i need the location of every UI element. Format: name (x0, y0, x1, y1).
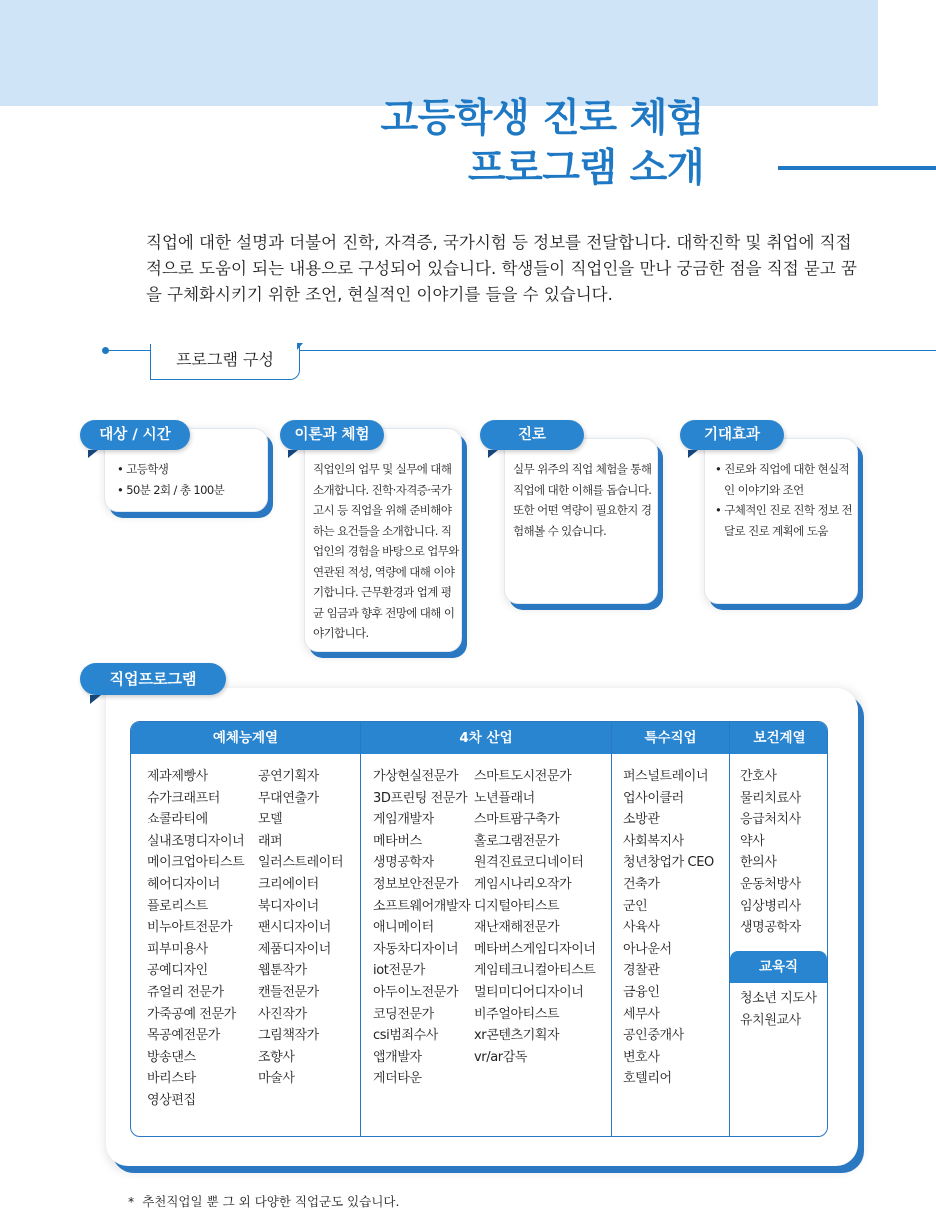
job-item: iot전문가 (373, 963, 425, 979)
job-item: 공연기획자 (258, 769, 319, 784)
job-item: 3D프린팅 전문가 (373, 790, 468, 806)
job-item: 스마트팜구축가 (474, 812, 560, 828)
job-item: 래퍼 (258, 833, 283, 849)
job-item: 헤어디자이너 (147, 876, 220, 892)
column-divider (729, 722, 730, 1136)
job-item: 메타버스 (373, 833, 422, 849)
card-theory-experience-text: 직업인의 업무 및 실무에 대해 소개합니다. 진학·자격증·국가고시 등 직업을 위해 준비해야 하는 요건들을 소개합니다. 직업인의 경험을 바탕으로 업무와 연관된 적성, 역량에 대해 이야기합니다. 근무환경과 업계 평균 임금과 향후 전망에 대해 이야기합니다. (313, 462, 459, 640)
job-item: 무대연출가 (258, 790, 319, 806)
column-header-fourth-industry: 4차 산업 (361, 722, 611, 754)
job-program-label: 직업프로그램 (80, 663, 226, 695)
job-item: 아나운서 (623, 941, 672, 957)
job-item: 비주얼아티스트 (474, 1006, 560, 1022)
education-jobs-col (740, 988, 817, 1031)
job-item: 세무사 (623, 1006, 660, 1022)
column-header-health: 보건계열 (730, 722, 828, 754)
job-item: 한의사 (740, 855, 777, 871)
job-item: 팬시디자이너 (258, 920, 331, 936)
job-item: 건축가 (623, 876, 660, 892)
page-title (380, 94, 704, 194)
job-item: 멀티미디어디자이너 (474, 984, 584, 1000)
card-bullet: • 50분 2회 / 총 100분 (117, 482, 225, 497)
card-bullet: • 구체적인 진로 진학 정보 전달로 진로 계획에 도움 (715, 503, 853, 538)
job-item: 슈가크래프터 (147, 790, 220, 806)
job-item: 피부미용사 (147, 941, 208, 957)
footnote-text: 추천직업일 뿐 그 외 다양한 직업군도 있습니다. (142, 1194, 400, 1209)
job-item: xr콘텐츠기획자 (474, 1028, 560, 1044)
job-item: 가죽공예 전문가 (147, 1006, 236, 1022)
job-item: 디지털아티스트 (474, 898, 560, 914)
job-item: 스마트도시전문가 (474, 769, 572, 784)
job-item: 생명공학자 (373, 855, 434, 871)
job-item: 퍼스널트레이너 (623, 769, 709, 784)
job-item: csi범죄수사 (373, 1028, 438, 1044)
column-header-arts: 예체능계열 (131, 722, 360, 754)
job-item: 사진작가 (258, 1006, 307, 1022)
job-item: 목공예전문가 (147, 1028, 220, 1044)
job-item: 메타버스게임디자이너 (474, 941, 596, 957)
footnote: * 추천직업일 뿐 그 외 다양한 직업군도 있습니다. (128, 1194, 400, 1209)
card-expected-effect (704, 438, 858, 604)
job-item: 영상편집 (147, 1092, 196, 1108)
job-item: 게더타운 (373, 1071, 422, 1087)
job-item: 재난재해전문가 (474, 920, 560, 936)
job-item: 메이크업아티스트 (147, 855, 245, 871)
card-theory-experience (304, 428, 462, 652)
job-item: 금융인 (623, 984, 660, 1000)
job-item: 크리에이터 (258, 876, 319, 892)
title-line-2: 프로그램 소개 (467, 146, 704, 191)
job-item: 생명공학자 (740, 920, 801, 936)
fourth-industry-jobs-col-2 (474, 766, 596, 1068)
job-item: 조향사 (258, 1049, 295, 1065)
job-item: 간호사 (740, 769, 777, 784)
job-item: 제품디자이너 (258, 941, 331, 957)
job-item: 변호사 (623, 1049, 660, 1065)
card-label-expected-effect: 기대효과 (680, 420, 784, 450)
column-divider (360, 722, 361, 1136)
job-item: 그림책작가 (258, 1028, 319, 1044)
job-item: 코딩전문가 (373, 1006, 434, 1022)
card-target-time-text (117, 459, 265, 500)
column-divider (611, 722, 612, 1136)
job-item: 가상현실전문가 (373, 769, 459, 784)
column-header-special-jobs: 특수직업 (612, 722, 729, 754)
special-jobs-col (623, 766, 714, 1090)
job-item: 정보보안전문가 (373, 876, 459, 892)
card-label-target-time: 대상 / 시간 (80, 420, 190, 450)
job-item: 청소년 지도사 (740, 991, 817, 1006)
job-item: 게임개발자 (373, 812, 434, 828)
job-item: 소프트웨어개발자 (373, 898, 471, 914)
title-rule (778, 166, 936, 170)
job-item: 일러스트레이터 (258, 855, 344, 871)
job-item: 플로리스트 (147, 898, 208, 914)
card-expected-effect-text (715, 459, 853, 541)
job-item: 방송댄스 (147, 1049, 196, 1065)
job-item: 실내조명디자이너 (147, 833, 245, 849)
job-item: 원격진료코디네이터 (474, 855, 584, 871)
job-item: 응급처치사 (740, 812, 801, 828)
job-item: 웹툰작가 (258, 963, 307, 979)
health-jobs-col (740, 766, 801, 939)
job-item: 쥬얼리 전문가 (147, 984, 224, 1000)
job-item: 소방관 (623, 812, 660, 828)
job-table (130, 721, 828, 1137)
arts-jobs-col-2 (258, 766, 343, 1090)
card-label-theory-experience: 이론과 체험 (280, 420, 384, 450)
fourth-industry-jobs-col-1 (373, 766, 470, 1090)
job-item: 애니메이터 (373, 920, 434, 936)
title-line-1: 고등학생 진로 체험 (380, 96, 704, 141)
card-career (504, 438, 658, 604)
job-item: 노년플래너 (474, 790, 535, 806)
job-item: 경찰관 (623, 963, 660, 979)
job-item: 제과제빵사 (147, 769, 208, 784)
header-band (0, 0, 878, 106)
job-item: 약사 (740, 833, 765, 849)
job-item: 바리스타 (147, 1071, 196, 1087)
job-item: 홀로그램전문가 (474, 833, 560, 849)
job-item: 임상병리사 (740, 898, 801, 914)
job-item: 비누아트전문가 (147, 920, 233, 936)
arts-jobs-col-1 (147, 766, 244, 1112)
job-item: 공예디자인 (147, 963, 208, 979)
job-item: 유치원교사 (740, 1012, 801, 1028)
job-item: 아두이노전문가 (373, 984, 459, 1000)
job-item: 캔들전문가 (258, 984, 319, 1000)
job-item: 게임테크니컬아티스트 (474, 963, 596, 979)
card-bullet: • 고등학생 (117, 462, 169, 476)
job-item: 호텔리어 (623, 1071, 672, 1087)
job-item: 공인중개사 (623, 1028, 684, 1044)
card-label-career: 진로 (480, 420, 584, 450)
job-item: 자동차디자이너 (373, 941, 459, 957)
job-item: 앱개발자 (373, 1049, 422, 1065)
composition-dot (102, 347, 109, 354)
job-item: 마술사 (258, 1071, 295, 1087)
composition-tab: 프로그램 구성 (150, 344, 300, 380)
job-item: 게임시나리오작가 (474, 876, 572, 892)
job-item: 모델 (258, 812, 283, 828)
job-item: 물리치료사 (740, 790, 801, 806)
column-header-education: 교육직 (730, 951, 827, 983)
job-item: 북디자이너 (258, 898, 319, 914)
card-career-text: 실무 위주의 직업 체험을 통해 직업에 대한 이해를 돕습니다. 또한 어떤 역량이 필요한지 경험해볼 수 있습니다. (513, 462, 652, 538)
job-item: 운동처방사 (740, 876, 801, 892)
job-item: 쇼콜라티에 (147, 812, 208, 828)
job-item: 청년창업가 CEO (623, 855, 714, 871)
job-item: 군인 (623, 898, 648, 914)
job-item: vr/ar감독 (474, 1049, 528, 1065)
job-item: 업사이클러 (623, 790, 684, 806)
job-item: 사육사 (623, 920, 660, 936)
job-item: 사회복지사 (623, 833, 684, 849)
card-bullet: • 진로와 직업에 대한 현실적인 이야기와 조언 (715, 462, 850, 497)
intro-paragraph: 직업에 대한 설명과 더불어 진학, 자격증, 국가시험 등 정보를 전달합니다. 대학진학 및 취업에 직접적으로 도움이 되는 내용으로 구성되어 있습니다. 학생들이 직업인을 만나 궁금한 점을 직접 묻고 꿈을 구체화시키기 위한 조언, 현실적인 이야기를 들을 수 있습니다. (146, 233, 857, 304)
